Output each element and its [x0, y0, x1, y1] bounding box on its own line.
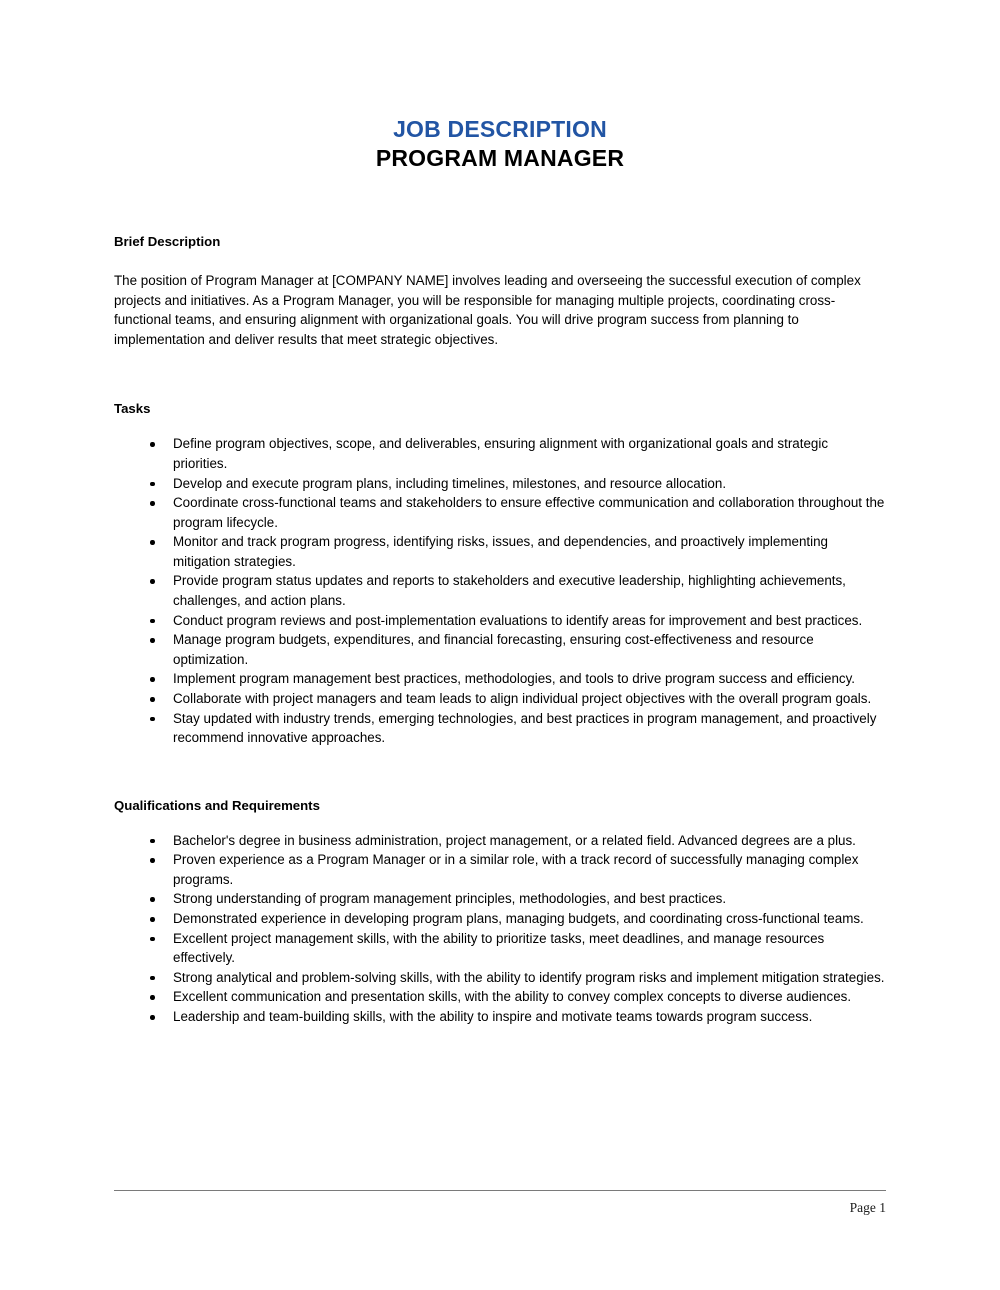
- bullet-icon: [150, 929, 156, 949]
- list-item-text: Bachelor's degree in business administration, project management, or a related field. Advanced degrees are a plus.: [173, 832, 856, 848]
- bullet-icon: [150, 474, 156, 494]
- bullet-icon: [150, 532, 156, 552]
- list-item: [114, 571, 886, 610]
- list-item: [114, 532, 886, 571]
- bullet-icon: [150, 689, 156, 709]
- list-item: [114, 889, 886, 909]
- list-item: [114, 1007, 886, 1027]
- bullet-icon: [150, 968, 156, 988]
- list-item-text: Stay updated with industry trends, emerging technologies, and best practices in program management, and proactively recommend innovative approaches.: [173, 710, 877, 746]
- bullet-icon: [150, 493, 156, 513]
- page-footer: [114, 1190, 886, 1216]
- list-item-text: Demonstrated experience in developing program plans, managing budgets, and coordinating cross-functional teams.: [173, 911, 864, 927]
- list-item-text: Excellent project management skills, with the ability to prioritize tasks, meet deadlines, and manage resources effectively.: [173, 930, 825, 966]
- list-item-text: Manage program budgets, expenditures, and financial forecasting, ensuring cost-effectiveness and resource optimization.: [173, 632, 814, 667]
- list-item-text: Leadership and team-building skills, with the ability to inspire and motivate teams towards program success.: [173, 1009, 813, 1024]
- list-item-text: Coordinate cross-functional teams and stakeholders to ensure effective communication and collaboration throughout the program lifecycle.: [173, 495, 885, 530]
- list-item: [114, 831, 886, 851]
- page-subtitle: PROGRAM MANAGER: [375, 145, 625, 172]
- list-item: [114, 850, 886, 889]
- list-item: [114, 611, 886, 631]
- list-item: [114, 669, 886, 689]
- list-item: [114, 709, 886, 748]
- bullet-icon: [150, 1007, 156, 1027]
- list-item-text: Define program objectives, scope, and deliverables, ensuring alignment with organizational goals and strategic priorities.: [173, 436, 829, 471]
- list-item: [114, 909, 886, 929]
- list-item-text: Collaborate with project managers and team leads to align individual project objectives with the overall program goals.: [173, 691, 872, 707]
- bullet-icon: [150, 630, 156, 650]
- brief-description-paragraph: The position of Program Manager at [COMPANY NAME] involves leading and overseeing the successful execution of complex projects and initiatives. As a Program Manager, you will be responsible for managing multiple projects, coordinating cross-functional teams, and ensuring alignment with organizational goals. You will drive program success from planning to implementation and deliver results that meet strategic objectives.: [114, 273, 861, 347]
- list-item: [114, 929, 886, 968]
- list-item: [114, 968, 886, 988]
- list-item-text: Excellent communication and presentation skills, with the ability to convey complex concepts to diverse audiences.: [173, 989, 852, 1005]
- list-item: [114, 689, 886, 709]
- list-item-text: Strong understanding of program management principles, methodologies, and best practices.: [173, 891, 727, 907]
- section-heading-brief-description: Brief Description: [114, 234, 221, 250]
- bullet-icon: [150, 434, 156, 454]
- list-item-text: Develop and execute program plans, including timelines, milestones, and resource allocation.: [173, 475, 727, 491]
- list-item: [114, 987, 886, 1007]
- list-item: [114, 474, 886, 494]
- bullet-icon: [150, 571, 156, 591]
- bullet-icon: [150, 709, 156, 729]
- tasks-list: [114, 417, 886, 748]
- bullet-icon: [150, 889, 156, 909]
- list-item: [114, 493, 886, 532]
- page-number: Page 1: [849, 1200, 886, 1215]
- bullet-icon: [150, 909, 156, 929]
- document-title-block: [114, 0, 886, 172]
- section-heading-qualifications-and-requirements: Qualifications and Requirements: [114, 797, 320, 813]
- bullet-icon: [150, 611, 156, 631]
- section-heading-tasks: Tasks: [114, 401, 151, 417]
- list-item-text: Implement program management best practices, methodologies, and tools to drive program success and efficiency.: [173, 671, 856, 687]
- qualifications-list: [114, 814, 886, 1027]
- list-item-text: Strong analytical and problem-solving skills, with the ability to identify program risks and implement mitigation strategies.: [173, 969, 885, 985]
- list-item-text: Monitor and track program progress, identifying risks, issues, and dependencies, and proactively implementing mitigation strategies.: [173, 534, 828, 569]
- bullet-icon: [150, 850, 156, 870]
- list-item: [114, 630, 886, 669]
- bullet-icon: [150, 987, 156, 1007]
- document-body: [114, 0, 886, 1027]
- bullet-icon: [150, 831, 156, 851]
- list-item: [114, 434, 886, 473]
- list-item-text: Conduct program reviews and post-implementation evaluations to identify areas for improvement and best practices.: [173, 612, 863, 628]
- bullet-icon: [150, 669, 156, 689]
- list-item-text: Proven experience as a Program Manager or in a similar role, with a track record of successfully managing complex programs.: [173, 852, 859, 887]
- list-item-text: Provide program status updates and reports to stakeholders and executive leadership, highlighting achievements, challenges, and action plans.: [173, 573, 846, 609]
- page-title: JOB DESCRIPTION: [393, 116, 607, 142]
